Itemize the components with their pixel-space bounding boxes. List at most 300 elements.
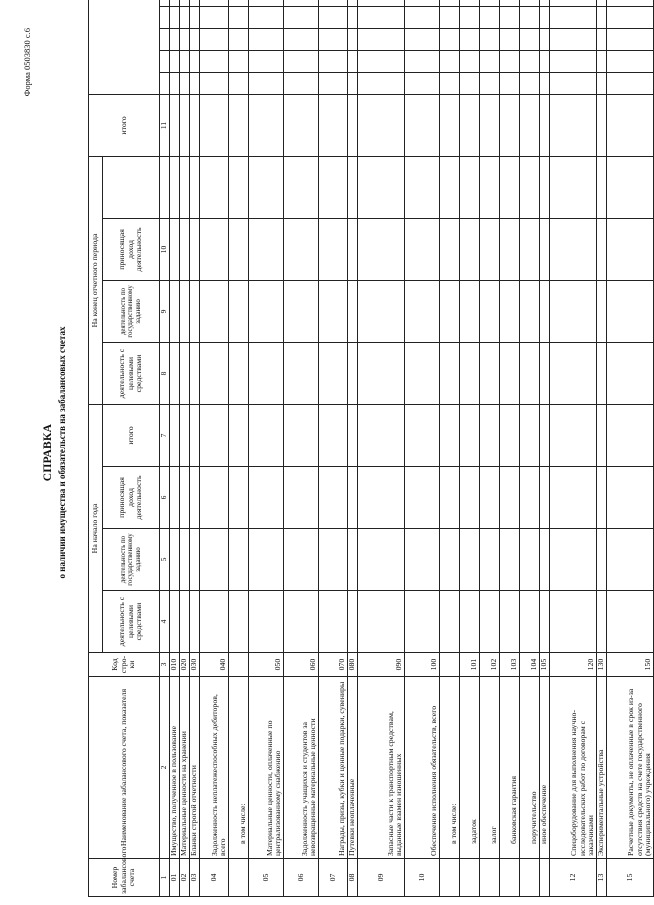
table-body (170, 0, 654, 897)
value-cell (284, 0, 319, 6)
table-row (460, 0, 480, 897)
account-name-cell: в том числе: (229, 677, 249, 859)
row-code-cell: 070 (319, 653, 348, 677)
value-cell (249, 467, 284, 529)
value-cell (200, 467, 229, 529)
value-cell (180, 94, 190, 156)
header-targeted-end: деятельность с целевыми средствами (103, 342, 160, 404)
row-code-cell: 103 (500, 653, 520, 677)
value-cell (500, 6, 520, 28)
value-cell (180, 404, 190, 466)
value-cell (348, 591, 358, 653)
value-cell (229, 6, 249, 28)
value-cell (520, 94, 540, 156)
account-name-cell: банковская гарантия (500, 677, 520, 859)
account-number-cell: 07 (319, 859, 348, 897)
value-cell (200, 280, 229, 342)
row-code-cell: 030 (190, 653, 200, 677)
value-cell (480, 28, 500, 50)
table-row (405, 0, 440, 897)
value-cell (190, 6, 200, 28)
table-row (190, 0, 200, 897)
account-number-cell: 01 (170, 859, 180, 897)
value-cell (319, 28, 348, 50)
colnum: 11 (160, 94, 170, 156)
header-empty-block (89, 0, 160, 94)
value-cell (405, 156, 440, 218)
value-cell (597, 28, 607, 50)
value-cell (190, 529, 200, 591)
value-cell (358, 156, 405, 218)
value-cell (460, 72, 480, 94)
value-cell (229, 94, 249, 156)
row-code-cell (440, 653, 460, 677)
colnum: 6 (160, 467, 170, 529)
value-cell (358, 342, 405, 404)
value-cell (284, 218, 319, 280)
account-number-cell (440, 859, 460, 897)
value-cell (180, 6, 190, 28)
value-cell (460, 342, 480, 404)
table-row (520, 0, 540, 897)
header-total-end: итого (89, 94, 160, 156)
row-code-cell: 080 (348, 653, 358, 677)
account-number-cell: 03 (190, 859, 200, 897)
value-cell (540, 0, 550, 6)
value-cell (190, 467, 200, 529)
table-row (607, 0, 654, 897)
value-cell (480, 6, 500, 28)
value-cell (180, 156, 190, 218)
account-number-cell: 04 (200, 859, 229, 897)
value-cell (500, 218, 520, 280)
value-cell (440, 0, 460, 6)
value-cell (597, 529, 607, 591)
value-cell (520, 72, 540, 94)
value-cell (540, 342, 550, 404)
row-code-cell: 130 (597, 653, 607, 677)
value-cell (480, 404, 500, 466)
colnum: 10 (160, 218, 170, 280)
table-row (540, 0, 550, 897)
table-row (348, 0, 358, 897)
value-cell (348, 72, 358, 94)
value-cell (500, 156, 520, 218)
header-period-end: На конец отчетного периода (89, 156, 103, 404)
value-cell (170, 94, 180, 156)
value-cell (249, 50, 284, 72)
table-row (284, 0, 319, 897)
value-cell (540, 591, 550, 653)
account-name-cell: задаток (460, 677, 480, 859)
account-number-cell (460, 859, 480, 897)
value-cell (460, 467, 480, 529)
value-cell (358, 0, 405, 6)
value-cell (405, 342, 440, 404)
value-cell (249, 156, 284, 218)
value-cell (520, 591, 540, 653)
value-cell (480, 94, 500, 156)
value-cell (249, 591, 284, 653)
value-cell (284, 94, 319, 156)
value-cell (440, 342, 460, 404)
value-cell (319, 591, 348, 653)
value-cell (348, 28, 358, 50)
header-row-1 (89, 0, 103, 897)
value-cell (405, 72, 440, 94)
value-cell (284, 50, 319, 72)
account-name-cell: в том числе: (440, 677, 460, 859)
value-cell (500, 591, 520, 653)
account-name-cell: Обеспечение исполнения обязательств, всего (405, 677, 440, 859)
value-cell (440, 467, 460, 529)
value-cell (170, 342, 180, 404)
value-cell (500, 0, 520, 6)
value-cell (597, 0, 607, 6)
colnum: 9 (160, 280, 170, 342)
value-cell (460, 218, 480, 280)
table-row (200, 0, 229, 897)
value-cell (190, 28, 200, 50)
value-cell (229, 50, 249, 72)
value-cell (520, 280, 540, 342)
value-cell (607, 218, 654, 280)
value-cell (550, 50, 597, 72)
value-cell (200, 50, 229, 72)
value-cell (550, 6, 597, 28)
value-cell (358, 529, 405, 591)
colnum (160, 156, 170, 218)
value-cell (170, 404, 180, 466)
value-cell (405, 280, 440, 342)
value-cell (480, 156, 500, 218)
value-cell (405, 591, 440, 653)
value-cell (170, 28, 180, 50)
header-total-start: итого (103, 404, 160, 466)
value-cell (500, 342, 520, 404)
row-code-cell: 010 (170, 653, 180, 677)
value-cell (249, 94, 284, 156)
value-cell (180, 218, 190, 280)
header-income-start: приносящая доход деятельность (103, 467, 160, 529)
account-number-cell (540, 859, 550, 897)
value-cell (358, 591, 405, 653)
row-code-cell: 060 (284, 653, 319, 677)
value-cell (319, 529, 348, 591)
account-name-cell: Бланки строгой отчетности (190, 677, 200, 859)
value-cell (440, 218, 460, 280)
value-cell (249, 6, 284, 28)
value-cell (607, 0, 654, 6)
value-cell (550, 0, 597, 6)
account-number-cell: 10 (405, 859, 440, 897)
value-cell (319, 404, 348, 466)
table-row (440, 0, 460, 897)
value-cell (440, 50, 460, 72)
account-number-cell (480, 859, 500, 897)
value-cell (249, 0, 284, 6)
table-row (480, 0, 500, 897)
value-cell (597, 50, 607, 72)
row-code-cell (229, 653, 249, 677)
value-cell (597, 94, 607, 156)
header-targeted-start: деятельность с целевыми средствами (103, 591, 160, 653)
value-cell (200, 404, 229, 466)
value-cell (405, 467, 440, 529)
value-cell (405, 404, 440, 466)
value-cell (500, 529, 520, 591)
value-cell (170, 591, 180, 653)
value-cell (550, 72, 597, 94)
value-cell (597, 342, 607, 404)
value-cell (358, 6, 405, 28)
value-cell (348, 529, 358, 591)
value-cell (170, 218, 180, 280)
value-cell (550, 591, 597, 653)
value-cell (480, 280, 500, 342)
value-cell (500, 404, 520, 466)
value-cell (348, 156, 358, 218)
account-name-cell: Задолженность неплатежеспособных дебиторов, всего (200, 677, 229, 859)
value-cell (348, 6, 358, 28)
value-cell (440, 529, 460, 591)
account-name-cell: Задолженность учащихся и студентов за невозвращенные материальные ценности (284, 677, 319, 859)
value-cell (284, 529, 319, 591)
value-cell (200, 529, 229, 591)
value-cell (607, 72, 654, 94)
value-cell (348, 404, 358, 466)
value-cell (348, 50, 358, 72)
value-cell (520, 342, 540, 404)
value-cell (358, 467, 405, 529)
value-cell (540, 467, 550, 529)
value-cell (500, 467, 520, 529)
colnum: 5 (160, 529, 170, 591)
value-cell (170, 50, 180, 72)
value-cell (284, 467, 319, 529)
value-cell (550, 280, 597, 342)
value-cell (200, 94, 229, 156)
value-cell (440, 6, 460, 28)
value-cell (170, 6, 180, 28)
value-cell (500, 50, 520, 72)
value-cell (348, 280, 358, 342)
value-cell (319, 156, 348, 218)
row-code-cell: 105 (540, 653, 550, 677)
value-cell (249, 342, 284, 404)
value-cell (170, 529, 180, 591)
account-number-cell: 13 (597, 859, 607, 897)
row-code-cell: 100 (405, 653, 440, 677)
value-cell (607, 28, 654, 50)
value-cell (180, 72, 190, 94)
value-cell (550, 404, 597, 466)
value-cell (540, 72, 550, 94)
value-cell (607, 156, 654, 218)
value-cell (607, 467, 654, 529)
value-cell (348, 218, 358, 280)
account-number-cell: 12 (550, 859, 597, 897)
value-cell (180, 591, 190, 653)
value-cell (319, 6, 348, 28)
value-cell (229, 280, 249, 342)
value-cell (319, 0, 348, 6)
value-cell (229, 404, 249, 466)
value-cell (540, 28, 550, 50)
value-cell (550, 342, 597, 404)
account-name-cell: Путевки неоплаченные (348, 677, 358, 859)
value-cell (180, 467, 190, 529)
value-cell (405, 218, 440, 280)
value-cell (200, 28, 229, 50)
value-cell (520, 467, 540, 529)
value-cell (597, 467, 607, 529)
value-cell (405, 28, 440, 50)
value-cell (597, 591, 607, 653)
value-cell (249, 529, 284, 591)
value-cell (480, 72, 500, 94)
value-cell (460, 94, 480, 156)
header-account-number: Номер забалансового счета (89, 859, 160, 897)
value-cell (319, 218, 348, 280)
header-empty-col (103, 156, 160, 218)
document-title: СПРАВКА (42, 423, 54, 482)
value-cell (319, 50, 348, 72)
value-cell (597, 404, 607, 466)
value-cell (520, 0, 540, 6)
account-name-cell: залог (480, 677, 500, 859)
value-cell (190, 218, 200, 280)
value-cell (440, 28, 460, 50)
value-cell (229, 72, 249, 94)
row-code-cell: 040 (200, 653, 229, 677)
value-cell (319, 467, 348, 529)
colnum: 8 (160, 342, 170, 404)
colnum: 2 (160, 677, 170, 859)
account-name-cell: Запасные части к транспортным средствам, выданные взамен изношенных (358, 677, 405, 859)
value-cell (284, 6, 319, 28)
account-name-cell: Расчетные документы, не оплаченные в срок из-за отсутствия средств на счете государственного (муниципального) учреждения (607, 677, 654, 859)
account-name-cell: Спецоборудование для выполнения научно-исследовательских работ по договорам с заказчиками (550, 677, 597, 859)
value-cell (480, 0, 500, 6)
value-cell (520, 50, 540, 72)
value-cell (597, 72, 607, 94)
value-cell (460, 404, 480, 466)
value-cell (550, 94, 597, 156)
value-cell (190, 94, 200, 156)
value-cell (200, 0, 229, 6)
account-number-cell: 02 (180, 859, 190, 897)
value-cell (520, 529, 540, 591)
value-cell (190, 591, 200, 653)
value-cell (460, 0, 480, 6)
colnum: 3 (160, 653, 170, 677)
value-cell (190, 342, 200, 404)
value-cell (249, 28, 284, 50)
value-cell (190, 156, 200, 218)
value-cell (520, 28, 540, 50)
value-cell (190, 280, 200, 342)
value-cell (170, 72, 180, 94)
account-name-cell: Имущество, полученное в пользование (170, 677, 180, 859)
value-cell (200, 342, 229, 404)
value-cell (170, 156, 180, 218)
value-cell (348, 0, 358, 6)
account-name-cell: Материальные ценности, оплаченные по централизованному снабжению (249, 677, 284, 859)
value-cell (550, 218, 597, 280)
row-code-cell: 120 (550, 653, 597, 677)
value-cell (520, 404, 540, 466)
value-cell (358, 404, 405, 466)
value-cell (460, 280, 480, 342)
value-cell (440, 72, 460, 94)
value-cell (348, 467, 358, 529)
value-cell (170, 280, 180, 342)
account-name-cell: иное обеспечение (540, 677, 550, 859)
value-cell (460, 156, 480, 218)
value-cell (319, 94, 348, 156)
account-number-cell: 05 (249, 859, 284, 897)
value-cell (358, 94, 405, 156)
value-cell (405, 6, 440, 28)
value-cell (607, 529, 654, 591)
value-cell (460, 28, 480, 50)
table-row (358, 0, 405, 897)
account-name-cell: Экспериментальные устройства (597, 677, 607, 859)
value-cell (480, 50, 500, 72)
value-cell (170, 0, 180, 6)
value-cell (440, 591, 460, 653)
value-cell (249, 218, 284, 280)
value-cell (180, 280, 190, 342)
account-number-cell: 08 (348, 859, 358, 897)
value-cell (480, 342, 500, 404)
value-cell (480, 529, 500, 591)
row-code-cell: 090 (358, 653, 405, 677)
value-cell (229, 591, 249, 653)
value-cell (284, 342, 319, 404)
value-cell (597, 280, 607, 342)
value-cell (460, 529, 480, 591)
row-code-cell: 050 (249, 653, 284, 677)
value-cell (540, 280, 550, 342)
value-cell (180, 50, 190, 72)
value-cell (348, 342, 358, 404)
value-cell (284, 591, 319, 653)
value-cell (550, 156, 597, 218)
value-cell (358, 72, 405, 94)
account-number-cell: 09 (358, 859, 405, 897)
value-cell (500, 72, 520, 94)
value-cell (550, 28, 597, 50)
value-cell (540, 404, 550, 466)
account-number-cell: 06 (284, 859, 319, 897)
value-cell (480, 467, 500, 529)
account-name-cell: поручительство (520, 677, 540, 859)
header-account-name: Наименование забалансового счета, показателя (89, 677, 160, 859)
value-cell (607, 591, 654, 653)
value-cell (358, 218, 405, 280)
header-row-code: Код стро-ки (89, 653, 160, 677)
value-cell (190, 0, 200, 6)
value-cell (500, 28, 520, 50)
value-cell (540, 529, 550, 591)
value-cell (440, 404, 460, 466)
value-cell (348, 94, 358, 156)
value-cell (607, 342, 654, 404)
value-cell (500, 280, 520, 342)
value-cell (249, 280, 284, 342)
